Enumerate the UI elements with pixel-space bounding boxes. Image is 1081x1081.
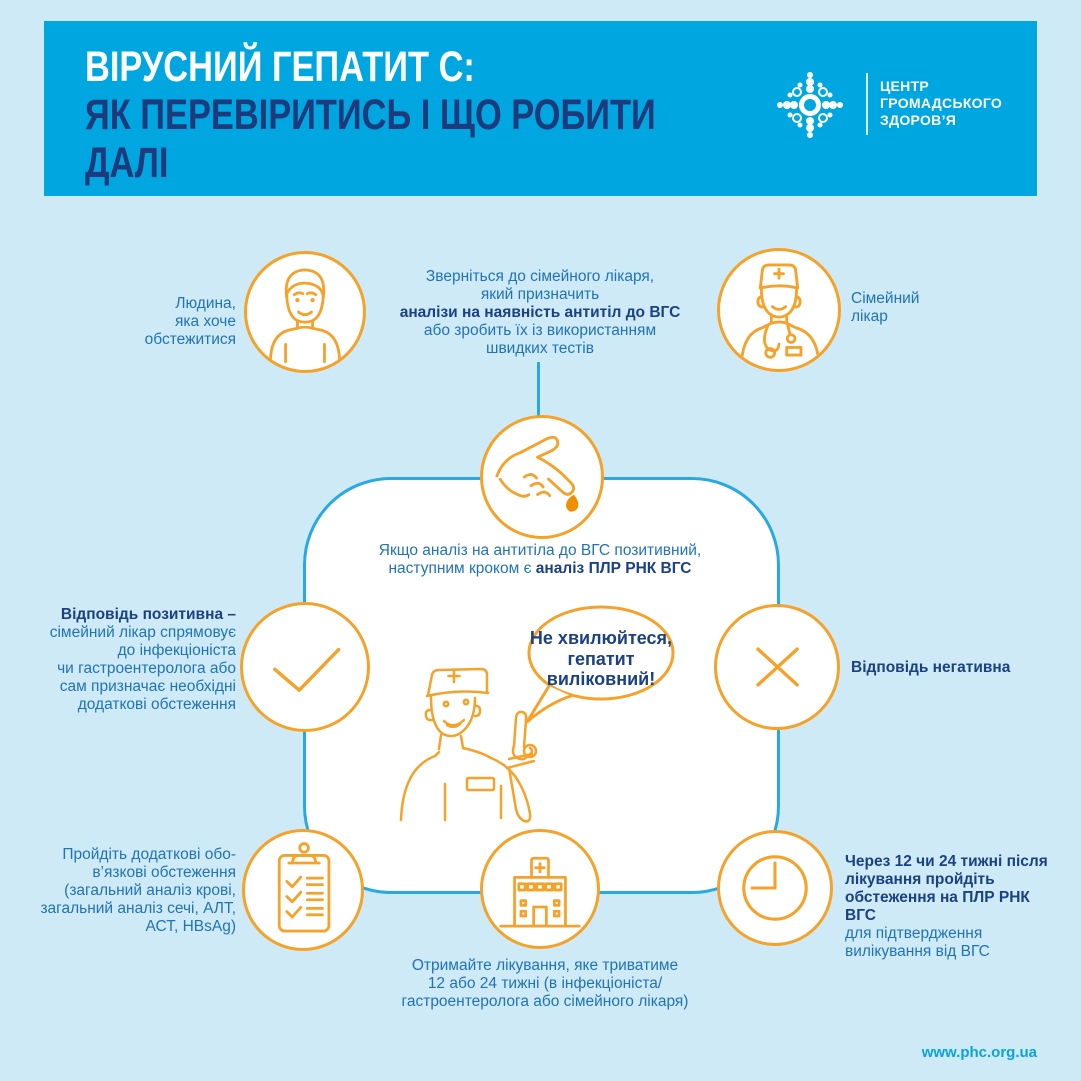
x-icon [721,611,833,723]
pcr-text: Якщо аналіз на антитіла до ВГС позитивний, наступним кроком є аналіз ПЛР РНК ВГС [378,542,702,577]
family-doctor-label: Сімейний лікар [851,290,920,325]
clipboard-checklist-icon [249,836,357,944]
connector-line [537,362,540,420]
consult-text: Зверніться до сімейного лікаря, який призначить аналізи на наявність антитіл до ВГС або зробить їх із використанням швидких тестів [399,268,681,357]
logo-line-1: ЦЕНТР [880,78,930,94]
header-banner [44,21,1037,196]
finger-blood-test-icon [487,422,597,532]
blood-test-node [480,415,604,539]
additional-tests-text: Пройдіть додаткові обо- в’язкові обстеження (загальний аналіз крові, загальний аналіз сечі, АЛТ, АСТ, HBsAg) [40,846,236,935]
followup-text: Через 12 чи 24 тижні після лікування пройдіть обстеження на ПЛР РНК ВГС для підтвердження вилікування від ВГС [845,853,1048,960]
logo-divider [866,73,868,135]
title-line-3: ДАЛІ [85,139,169,187]
logo-wordmark [880,78,1002,129]
negative-label: Відповідь негативна [851,659,1011,676]
person-label: Людина, яка хоче обстежитися [144,295,236,348]
treatment-text: Отримайте лікування, яке триватиме 12 або 24 тижні (в інфекціоніста/ гастроентеролога або сімейного лікаря) [401,957,689,1010]
title-line-2: ЯК ПЕРЕВІРИТИСЬ І ЩО РОБИТИ [85,91,656,139]
bubble-line-2: гепатит [567,648,635,669]
clock-icon [723,836,827,940]
additional-tests-node [242,829,364,951]
logo-line-3: ЗДОРОВ’Я [880,112,957,128]
phc-logo-icon [768,63,852,152]
title-line-1: ВІРУСНИЙ ГЕПАТИТ С: [85,43,475,91]
bubble-line-1: Не хвилюйтеся, [529,628,673,648]
bubble-line-3: виліковний! [546,669,656,689]
speech-bubble-text [516,628,686,690]
website-url: www.phc.org.ua [921,1044,1037,1061]
hospital-icon [487,836,593,942]
logo-line-2: ГРОМАДСЬКОГО [880,95,1003,111]
followup-node [717,830,833,946]
checkmark-icon [247,609,363,725]
positive-node [240,602,370,732]
negative-node [714,604,840,730]
positive-text: Відповідь позитивна – сімейний лікар спрямовує до інфекціоніста чи гастроентеролога або сам призначає необхідні додаткові обстеження [49,606,236,713]
treatment-node [480,829,600,949]
family-doctor-icon [724,255,834,365]
